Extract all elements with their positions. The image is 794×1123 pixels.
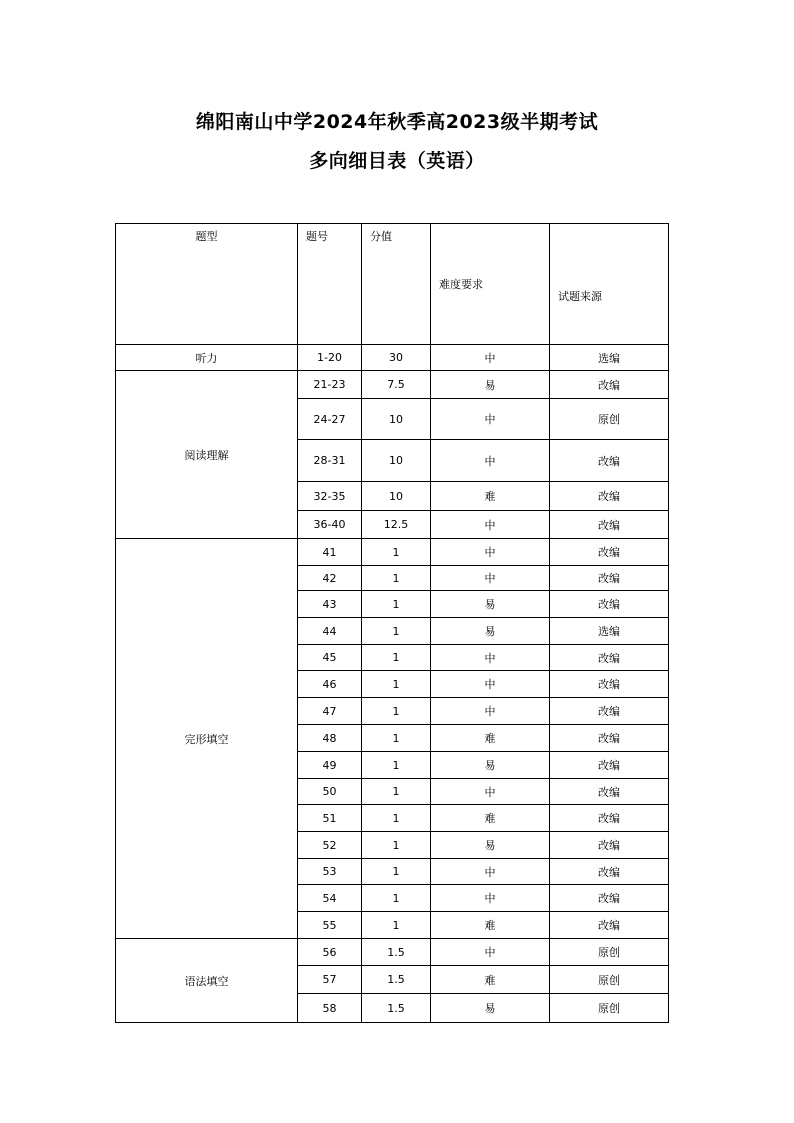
score-cell: 1 — [362, 912, 431, 939]
header-score: 分值 — [362, 224, 431, 345]
source-cell: 改编 — [550, 698, 669, 725]
question-number-cell: 49 — [298, 752, 362, 779]
score-cell: 1 — [362, 725, 431, 752]
score-cell: 1.5 — [362, 939, 431, 966]
difficulty-cell: 易 — [431, 832, 550, 859]
section-name: 完形填空 — [116, 539, 298, 939]
difficulty-cell: 易 — [431, 371, 550, 399]
question-number-cell: 32-35 — [298, 482, 362, 511]
difficulty-cell: 难 — [431, 725, 550, 752]
exam-specification-table — [115, 223, 669, 1023]
score-cell: 1.5 — [362, 994, 431, 1023]
score-cell: 1 — [362, 805, 431, 832]
difficulty-cell: 易 — [431, 994, 550, 1023]
difficulty-cell: 难 — [431, 482, 550, 511]
source-cell: 改编 — [550, 912, 669, 939]
section-name: 听力 — [116, 345, 298, 371]
difficulty-cell: 易 — [431, 618, 550, 645]
source-cell: 改编 — [550, 645, 669, 671]
question-number-cell: 53 — [298, 859, 362, 885]
score-cell: 10 — [362, 482, 431, 511]
source-cell: 改编 — [550, 482, 669, 511]
table-row — [116, 345, 669, 371]
source-cell: 原创 — [550, 939, 669, 966]
score-cell: 1 — [362, 859, 431, 885]
score-cell: 1 — [362, 618, 431, 645]
score-cell: 1 — [362, 885, 431, 912]
source-cell: 改编 — [550, 566, 669, 591]
table-row — [116, 539, 669, 566]
difficulty-cell: 难 — [431, 912, 550, 939]
difficulty-cell: 中 — [431, 645, 550, 671]
question-number-cell: 43 — [298, 591, 362, 618]
score-cell: 30 — [362, 345, 431, 371]
score-cell: 1 — [362, 698, 431, 725]
source-cell: 改编 — [550, 671, 669, 698]
difficulty-cell: 中 — [431, 671, 550, 698]
source-cell: 原创 — [550, 399, 669, 440]
question-number-cell: 48 — [298, 725, 362, 752]
header-difficulty: 难度要求 — [431, 224, 550, 345]
source-cell: 改编 — [550, 885, 669, 912]
difficulty-cell: 中 — [431, 566, 550, 591]
page-subtitle: 多向细目表（英语） — [309, 150, 485, 172]
difficulty-cell: 中 — [431, 885, 550, 912]
score-cell: 1 — [362, 752, 431, 779]
question-number-cell: 58 — [298, 994, 362, 1023]
question-number-cell: 57 — [298, 966, 362, 994]
score-cell: 1 — [362, 671, 431, 698]
question-number-cell: 51 — [298, 805, 362, 832]
question-number-cell: 41 — [298, 539, 362, 566]
difficulty-cell: 中 — [431, 698, 550, 725]
table-row — [116, 939, 669, 966]
source-cell: 改编 — [550, 371, 669, 399]
header-type: 题型 — [116, 224, 298, 345]
question-number-cell: 56 — [298, 939, 362, 966]
table-header-row — [116, 224, 669, 345]
question-number-cell: 42 — [298, 566, 362, 591]
page-title: 绵阳南山中学2024年秋季高2023级半期考试 — [195, 111, 599, 133]
source-cell: 原创 — [550, 994, 669, 1023]
difficulty-cell: 中 — [431, 511, 550, 539]
question-number-cell: 46 — [298, 671, 362, 698]
header-source: 试题来源 — [550, 224, 669, 345]
difficulty-cell: 中 — [431, 440, 550, 482]
source-cell: 改编 — [550, 591, 669, 618]
difficulty-cell: 易 — [431, 591, 550, 618]
score-cell: 1 — [362, 832, 431, 859]
question-number-cell: 52 — [298, 832, 362, 859]
source-cell: 改编 — [550, 859, 669, 885]
score-cell: 1 — [362, 539, 431, 566]
table-row — [116, 371, 669, 399]
source-cell: 改编 — [550, 752, 669, 779]
score-cell: 10 — [362, 399, 431, 440]
score-cell: 10 — [362, 440, 431, 482]
source-cell: 改编 — [550, 539, 669, 566]
question-number-cell: 44 — [298, 618, 362, 645]
source-cell: 选编 — [550, 345, 669, 371]
source-cell: 原创 — [550, 966, 669, 994]
question-number-cell: 45 — [298, 645, 362, 671]
source-cell: 改编 — [550, 511, 669, 539]
source-cell: 改编 — [550, 440, 669, 482]
question-number-cell: 54 — [298, 885, 362, 912]
section-name: 阅读理解 — [116, 371, 298, 539]
question-number-cell: 50 — [298, 779, 362, 805]
question-number-cell: 47 — [298, 698, 362, 725]
difficulty-cell: 中 — [431, 345, 550, 371]
question-number-cell: 24-27 — [298, 399, 362, 440]
score-cell: 7.5 — [362, 371, 431, 399]
question-number-cell: 1-20 — [298, 345, 362, 371]
header-number: 题号 — [298, 224, 362, 345]
difficulty-cell: 中 — [431, 399, 550, 440]
score-cell: 1.5 — [362, 966, 431, 994]
difficulty-cell: 中 — [431, 939, 550, 966]
question-number-cell: 36-40 — [298, 511, 362, 539]
source-cell: 改编 — [550, 725, 669, 752]
score-cell: 1 — [362, 779, 431, 805]
score-cell: 1 — [362, 591, 431, 618]
difficulty-cell: 中 — [431, 539, 550, 566]
source-cell: 改编 — [550, 805, 669, 832]
difficulty-cell: 难 — [431, 805, 550, 832]
question-number-cell: 55 — [298, 912, 362, 939]
source-cell: 选编 — [550, 618, 669, 645]
source-cell: 改编 — [550, 779, 669, 805]
question-number-cell: 21-23 — [298, 371, 362, 399]
difficulty-cell: 易 — [431, 752, 550, 779]
section-name: 语法填空 — [116, 939, 298, 1023]
score-cell: 12.5 — [362, 511, 431, 539]
question-number-cell: 28-31 — [298, 440, 362, 482]
difficulty-cell: 中 — [431, 859, 550, 885]
difficulty-cell: 中 — [431, 779, 550, 805]
source-cell: 改编 — [550, 832, 669, 859]
score-cell: 1 — [362, 566, 431, 591]
difficulty-cell: 难 — [431, 966, 550, 994]
score-cell: 1 — [362, 645, 431, 671]
